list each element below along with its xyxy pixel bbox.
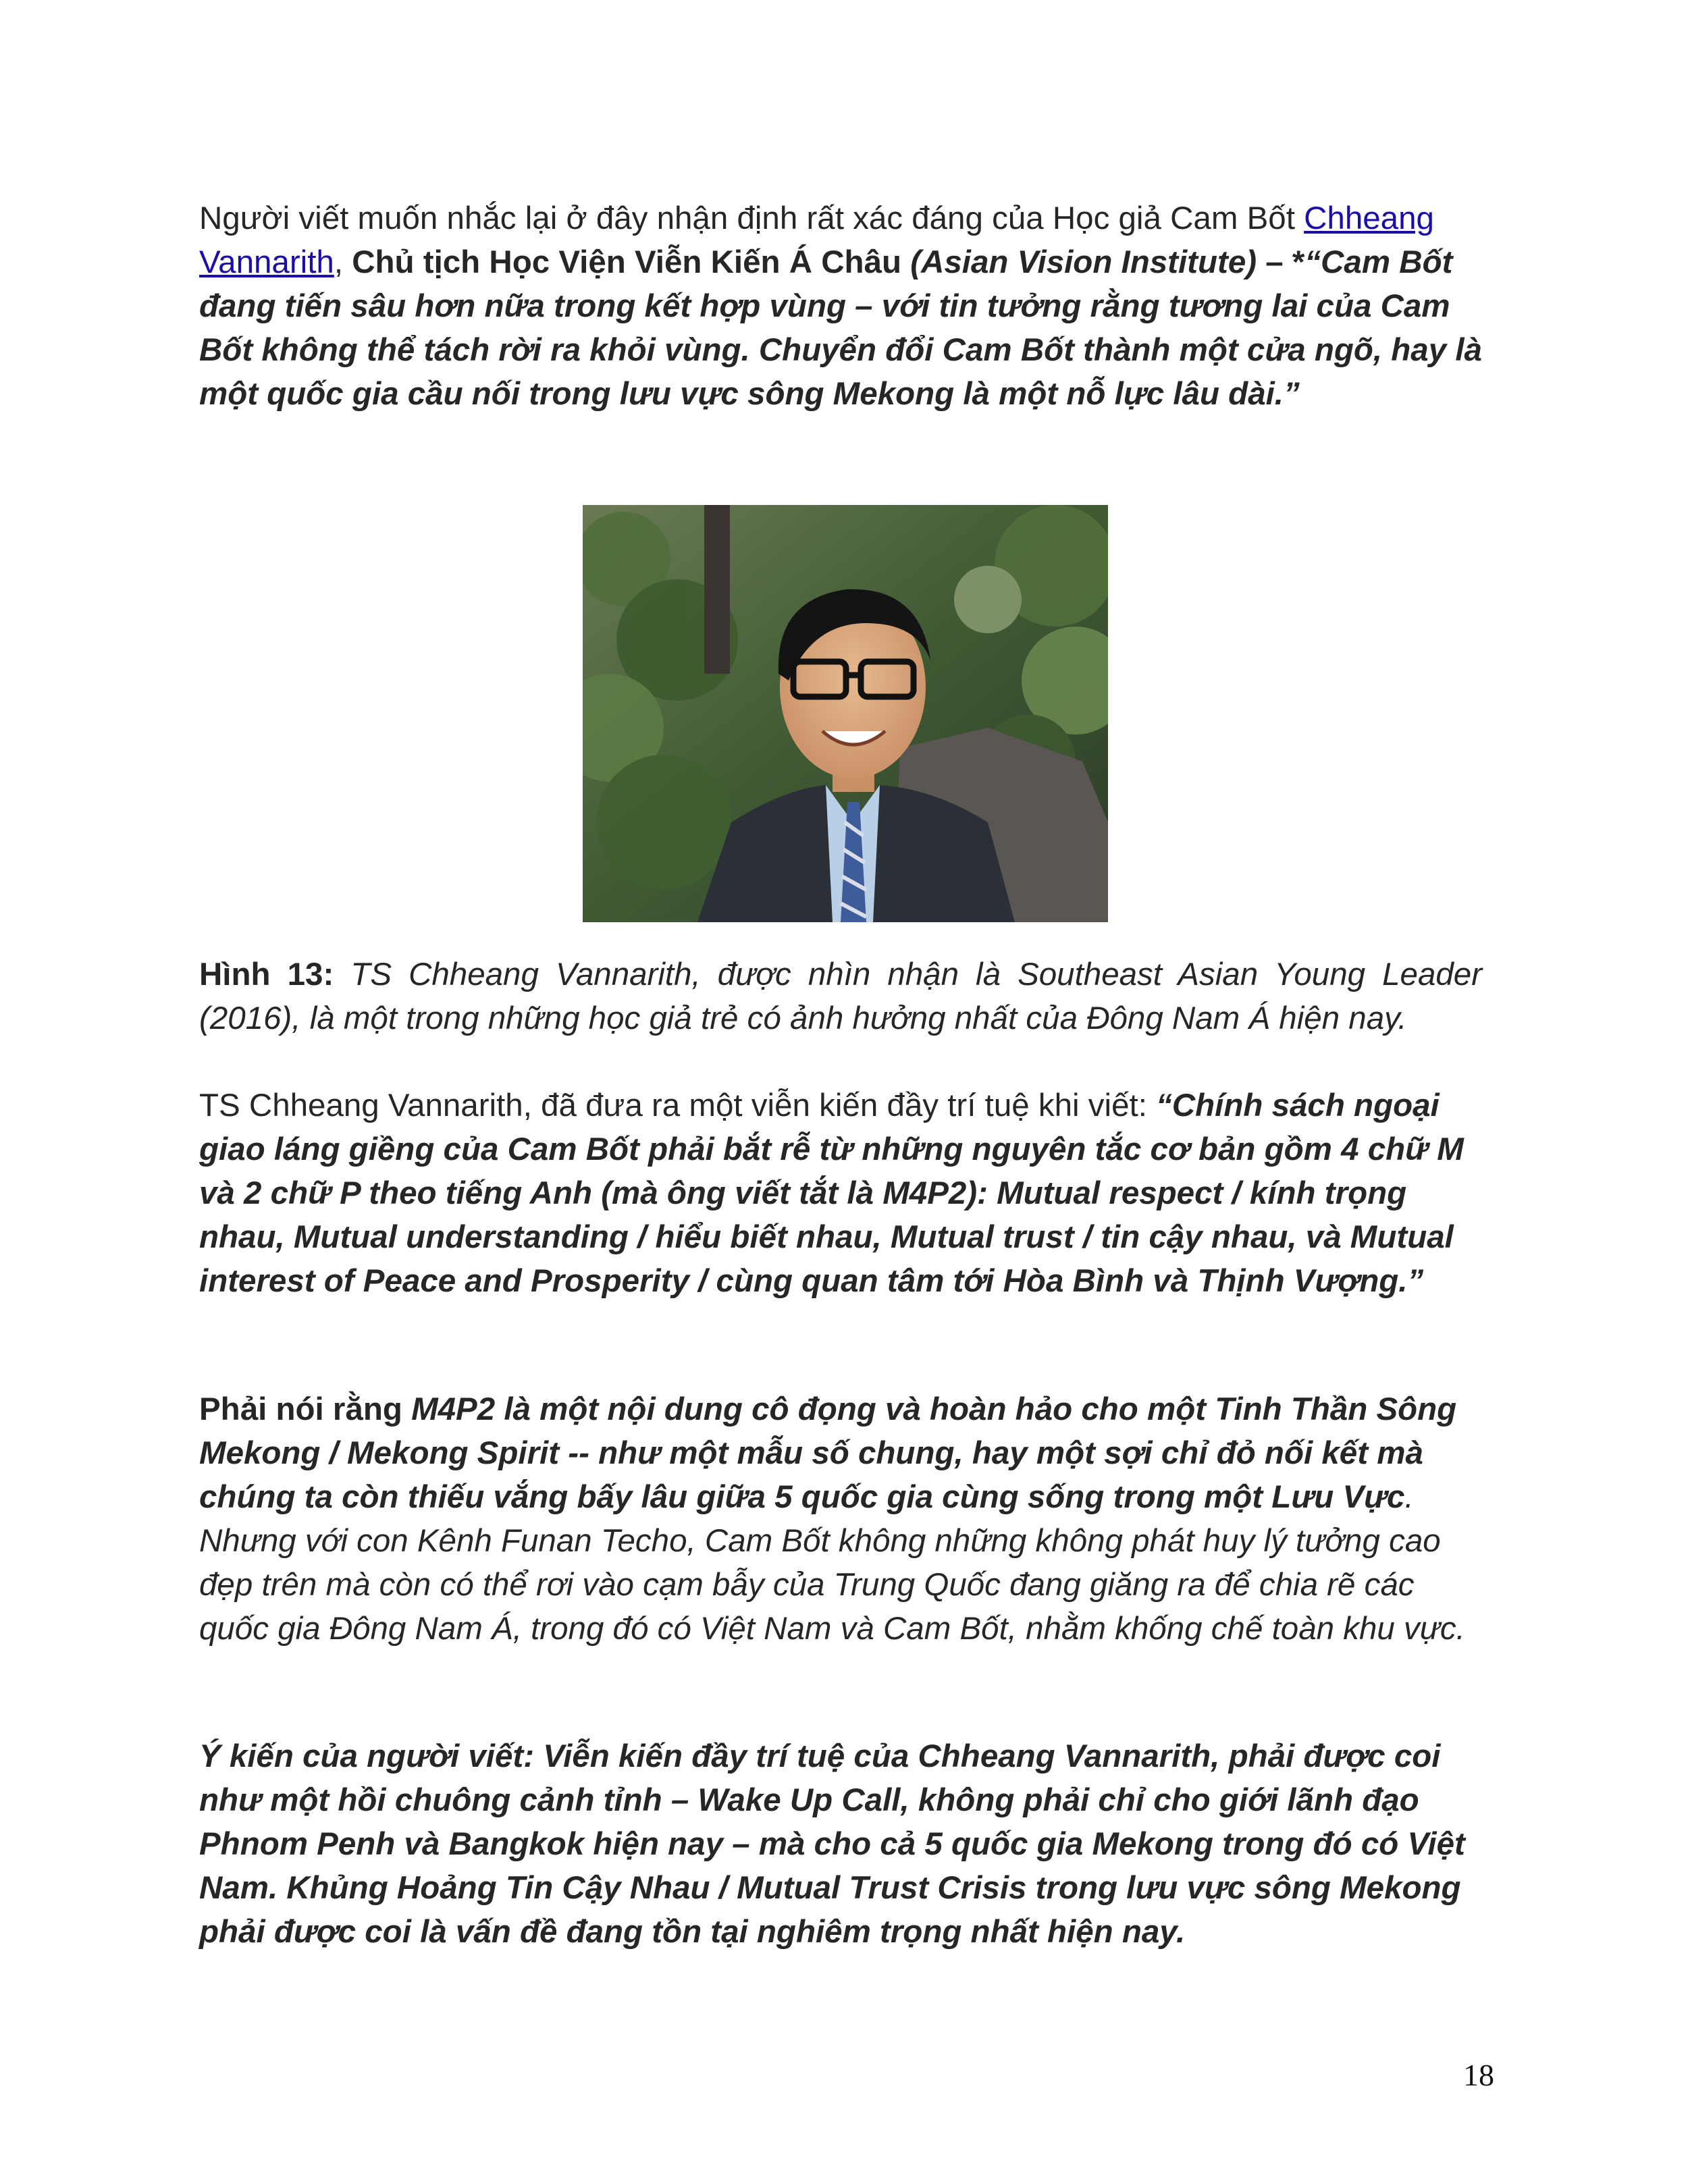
intro-comma: , [334,244,352,280]
figure-caption-text: TS Chheang Vannarith, được nhìn nhận là Southeast Asian Young Leader (2016), là một trong những học giả trẻ có ảnh hưởng nhất của Đông Nam Á hiện nay. [199,957,1483,1036]
intro-paragraph [199,196,1482,416]
figure-caption [199,953,1482,1040]
figure-caption-colon: : [323,957,334,992]
intro-quote: “Cam Bốt đang tiến sâu hơn nữa trong kết hợp vùng – với tin tưởng rằng tương lai của Cam Bốt không thể tách rời ra khỏi vùng. Chuyển đổi Cam Bốt thành một cửa ngõ, hay là một quốc gia cầu nối trong lưu vực sông Mekong là một nỗ lực lâu dài.” [199,244,1482,412]
m4p2-comment-paragraph [199,1387,1482,1651]
pillar [704,505,730,674]
intro-role: Chủ tịch Học Viện Viễn Kiến Á Châu [352,244,902,280]
portrait-photo [583,505,1108,922]
m4p2-quote-lead: TS Chheang Vannarith, đã đưa ra một viễn kiến đầy trí tuệ khi viết: [199,1088,1157,1123]
chheang-vannarith-link[interactable]: Chheang Vannarith [199,201,1434,280]
page-number: 18 [1463,2058,1494,2092]
m4p2-quote-paragraph [199,1084,1482,1303]
intro-dash: – * [1257,244,1305,280]
m4p2-comment-lead: Phải nói rằng [199,1391,412,1427]
author-opinion-paragraph: Ý kiến của người viết: Viễn kiến đầy trí tuệ của Chheang Vannarith, phải được coi như một hồi chuông cảnh tỉnh – Wake Up Call, không phải chỉ cho giới lãnh đạo Phnom Penh và Bangkok hiện nay – mà cho cả 5 quốc gia Mekong trong đó có Việt Nam. Khủng Hoảng Tin Cậy Nhau / Mutual Trust Crisis trong lưu vực sông Mekong phải được coi là vấn đề đang tồn tại nghiêm trọng nhất hiện nay. [199,1738,1465,1950]
intro-institute: (Asian Vision Institute) [901,244,1257,280]
figure-caption-label: Hình 13 [199,957,323,992]
intro-lead: Người viết muốn nhắc lại ở đây nhận định rất xác đáng của Học giả Cam Bốt [199,201,1304,236]
m4p2-comment-emphasis: M4P2 là một nội dung cô đọng và hoàn hảo cho một Tinh Thần Sông Mekong / Mekong Spirit -- như một mẫu số chung, hay một sợi chỉ đỏ nối kết mà chúng ta còn thiếu vắng bấy lâu giữa 5 quốc gia cùng sống trong một Lưu Vực [199,1391,1457,1515]
m4p2-comment-rest: . Nhưng với con Kênh Funan Techo, Cam Bốt không những không phát huy lý tưởng cao đẹp trên mà còn có thể rơi vào cạm bẫy của Trung Quốc đang giăng ra để chia rẽ các quốc gia Đông Nam Á, trong đó có Việt Nam và Cam Bốt, nhằm khống chế toàn khu vực. [199,1479,1465,1647]
m4p2-quote-text: “Chính sách ngoại giao láng giềng của Cam Bốt phải bắt rễ từ những nguyên tắc cơ bản gồm 4 chữ M và 2 chữ P theo tiếng Anh (mà ông viết tắt là M4P2): Mutual respect / kính trọng nhau, Mutual understanding / hiểu biết nhau, Mutual trust / tin cậy nhau, và Mutual interest of Peace and Prosperity / cùng quan tâm tới Hòa Bình và Thịnh Vượng.” [199,1088,1464,1299]
